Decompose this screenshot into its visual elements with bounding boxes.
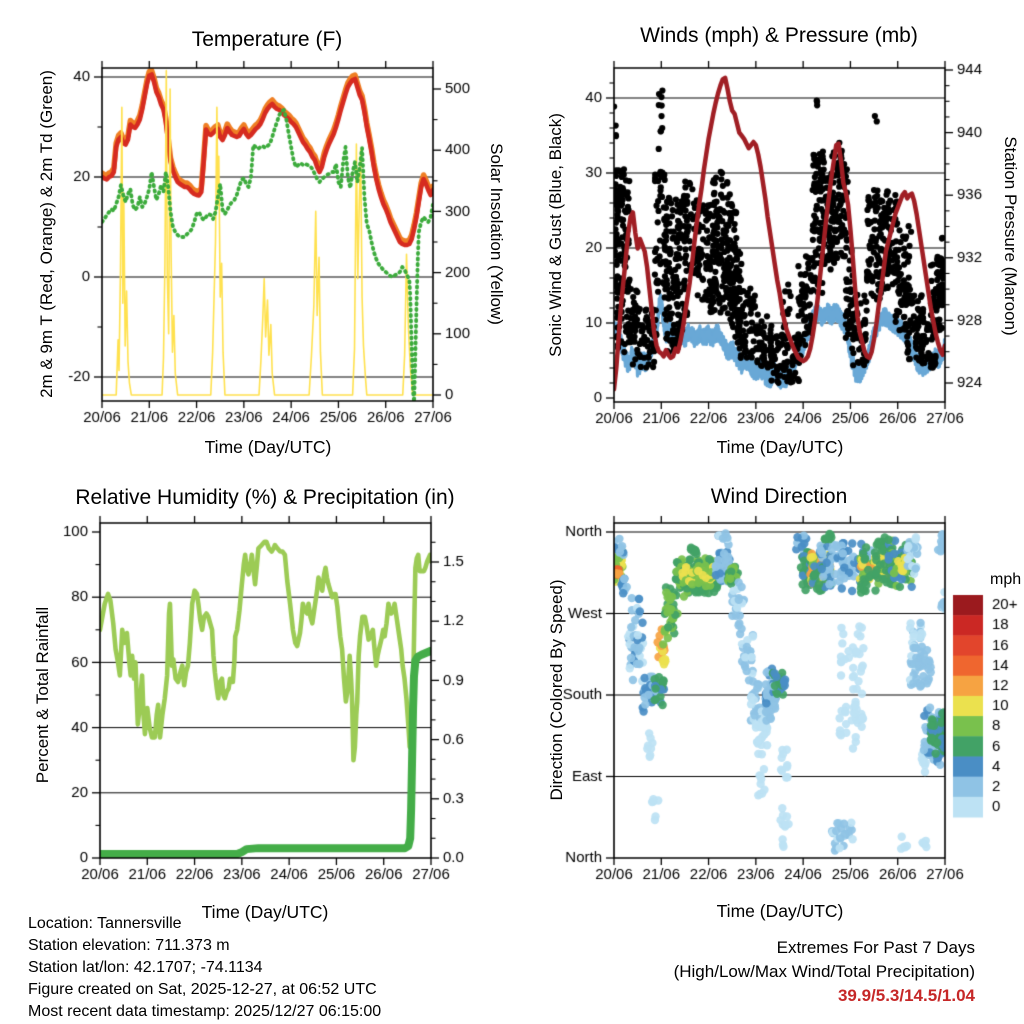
station-info (28, 913, 381, 1023)
extremes-block (674, 936, 975, 1008)
extremes-values: 39.9/5.3/14.5/1.04 (837, 986, 975, 1005)
most-recent-timestamp: Most recent data timestamp: 2025/12/27 06:15:00 (28, 1003, 382, 1020)
chart-title-winds-pressure: Winds (mph) & Pressure (mb) (640, 24, 918, 47)
extremes-heading: Extremes For Past 7 Days (776, 938, 975, 957)
chart-title-wind-direction: Wind Direction (710, 485, 848, 508)
ylabel-station-pressure: Station Pressure (Maroon) (1001, 136, 1020, 336)
station-latlon: Station lat/lon: 42.1707; -74.1134 (28, 959, 263, 976)
xlabel-temperature: Time (Day/UTC) (204, 437, 332, 457)
xlabel-wind-direction: Time (Day/UTC) (716, 901, 844, 921)
station-elevation: Station elevation: 711.373 m (28, 937, 230, 954)
colorbar-unit-label: mph (990, 571, 1022, 588)
ylabel-temperature-left: 2m & 9m T (Red, Orange) & 2m Td (Green) (37, 70, 56, 398)
xlabel-winds-pressure: Time (Day/UTC) (716, 437, 844, 457)
xlabel-humidity-precip: Time (Day/UTC) (201, 902, 329, 922)
chart-title-temperature: Temperature (F) (191, 28, 343, 51)
extremes-subtitle: (High/Low/Max Wind/Total Precipitation) (673, 962, 975, 981)
station-location: Location: Tannersville (28, 915, 182, 932)
ylabel-sonic-wind-gust: Sonic Wind & Gust (Blue, Black) (546, 113, 565, 357)
figure-created: Figure created on Sat, 2025-12-27, at 06:52 UTC (28, 981, 377, 998)
chart-title-humidity-precip: Relative Humidity (%) & Precipitation (in) (75, 486, 455, 509)
ylabel-percent-rainfall: Percent & Total Rainfall (33, 606, 52, 784)
ylabel-solar-insolation: Solar Insolation (Yellow) (487, 143, 506, 325)
ylabel-direction: Direction (Colored By Speed) (547, 579, 566, 801)
